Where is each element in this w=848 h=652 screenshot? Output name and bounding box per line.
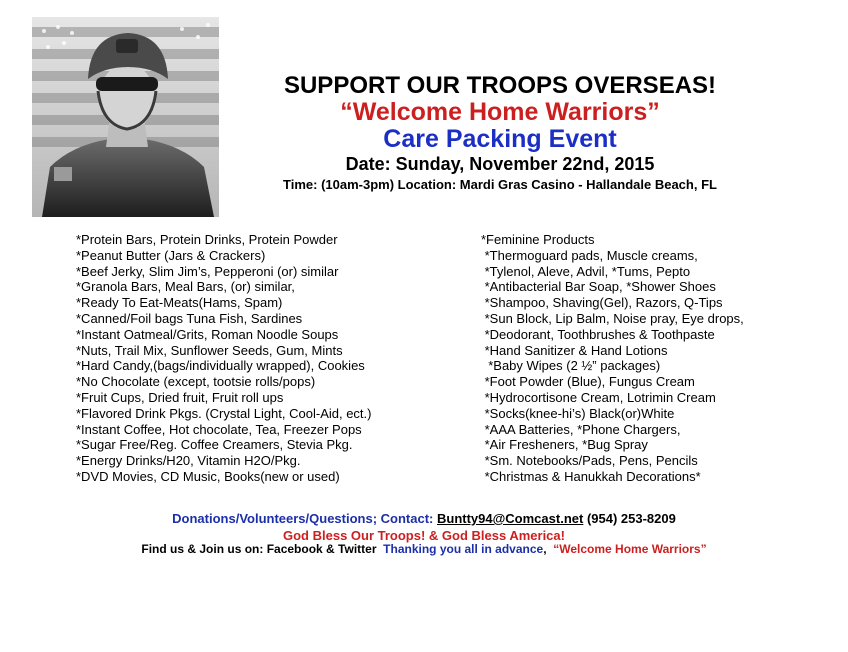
list-item: *Granola Bars, Meal Bars, (or) similar,: [76, 279, 295, 295]
list-item: *Fruit Cups, Dried fruit, Fruit roll ups: [76, 389, 284, 405]
event-title: Care Packing Event: [383, 125, 617, 153]
social-text: Find us & Join us on: Facebook & Twitter: [141, 542, 384, 556]
list-item: *Sm. Notebooks/Pads, Pens, Pencils: [481, 453, 698, 469]
soldier-photo: [32, 17, 219, 217]
list-item: *No Chocolate (except, tootsie rolls/pops): [76, 374, 316, 390]
list-item: *Hand Sanitizer & Hand Lotions: [481, 342, 668, 358]
event-tagline: “Welcome Home Warriors”: [340, 98, 660, 126]
food-items-list: [76, 232, 371, 485]
list-item: *Thermoguard pads, Muscle creams,: [481, 247, 698, 263]
list-item: *Foot Powder (Blue), Fungus Cream: [481, 374, 695, 390]
list-item: *Instant Coffee, Hot chocolate, Tea, Freezer Pops: [76, 421, 362, 437]
event-header: [230, 72, 770, 195]
list-item: *Beef Jerky, Slim Jim’s, Pepperoni (or) similar: [76, 263, 339, 279]
list-item: *Tylenol, Aleve, Advil, *Tums, Pepto: [481, 263, 691, 279]
thanks-text: Thanking you all in advance: [383, 542, 544, 556]
list-item: *Canned/Foil bags Tuna Fish, Sardines: [76, 310, 303, 326]
list-item: *Deodorant, Toothbrushes & Toothpaste: [481, 326, 715, 342]
list-item: *Baby Wipes (2 ½” packages): [481, 358, 661, 374]
list-item: *Sugar Free/Reg. Coffee Creamers, Stevia Pkg.: [76, 437, 353, 453]
list-item: *Hard Candy,(bags/individually wrapped), Cookies: [76, 358, 365, 374]
list-item: *Ready To Eat-Meats(Hams, Spam): [76, 295, 283, 311]
contact-email-link[interactable]: Buntty94@Comcast.net: [437, 511, 584, 526]
list-item: *Hydrocortisone Cream, Lotrimin Cream: [481, 389, 716, 405]
list-item: *Protein Bars, Protein Drinks, Protein Powder: [76, 232, 338, 247]
contact-prefix: Donations/Volunteers/Questions; Contact:: [172, 511, 437, 526]
separator-comma: ,: [543, 542, 554, 556]
list-item: *Socks(knee-hi’s) Black(or)White: [481, 405, 675, 421]
list-item: *Instant Oatmeal/Grits, Roman Noodle Soups: [76, 326, 339, 342]
list-item: *Flavored Drink Pkgs. (Crystal Light, Cool-Aid, ect.): [76, 405, 372, 421]
social-line: [0, 542, 848, 556]
list-item: *Air Fresheners, *Bug Spray: [481, 437, 648, 453]
event-date: Date: Sunday, November 22nd, 2015: [345, 154, 655, 174]
list-item: *Peanut Butter (Jars & Crackers): [76, 247, 266, 263]
contact-line: [0, 511, 848, 526]
soldier-flag-image: [32, 17, 219, 217]
event-heading: SUPPORT OUR TROOPS OVERSEAS!: [283, 72, 717, 99]
welcome-text: “Welcome Home Warriors”: [553, 542, 707, 556]
list-item: *Nuts, Trail Mix, Sunflower Seeds, Gum, Mints: [76, 342, 343, 358]
list-item: *DVD Movies, CD Music, Books(new or used): [76, 468, 340, 484]
contact-phone: (954) 253-8209: [583, 511, 676, 526]
event-time-location: Time: (10am-3pm) Location: Mardi Gras Casino - Hallandale Beach, FL: [283, 177, 717, 192]
list-item: *Shampoo, Shaving(Gel), Razors, Q-Tips: [481, 295, 723, 311]
hygiene-items-list: [481, 232, 744, 485]
list-item: *AAA Batteries, *Phone Chargers,: [481, 421, 681, 437]
list-item: *Christmas & Hanukkah Decorations*: [481, 468, 701, 484]
blessing-line: God Bless Our Troops! & God Bless America!: [283, 528, 565, 543]
list-item: *Energy Drinks/H20, Vitamin H2O/Pkg.: [76, 453, 301, 469]
list-item: *Feminine Products: [481, 232, 595, 247]
list-item: *Sun Block, Lip Balm, Noise pray, Eye drops,: [481, 310, 744, 326]
list-item: *Antibacterial Bar Soap, *Shower Shoes: [481, 279, 716, 295]
